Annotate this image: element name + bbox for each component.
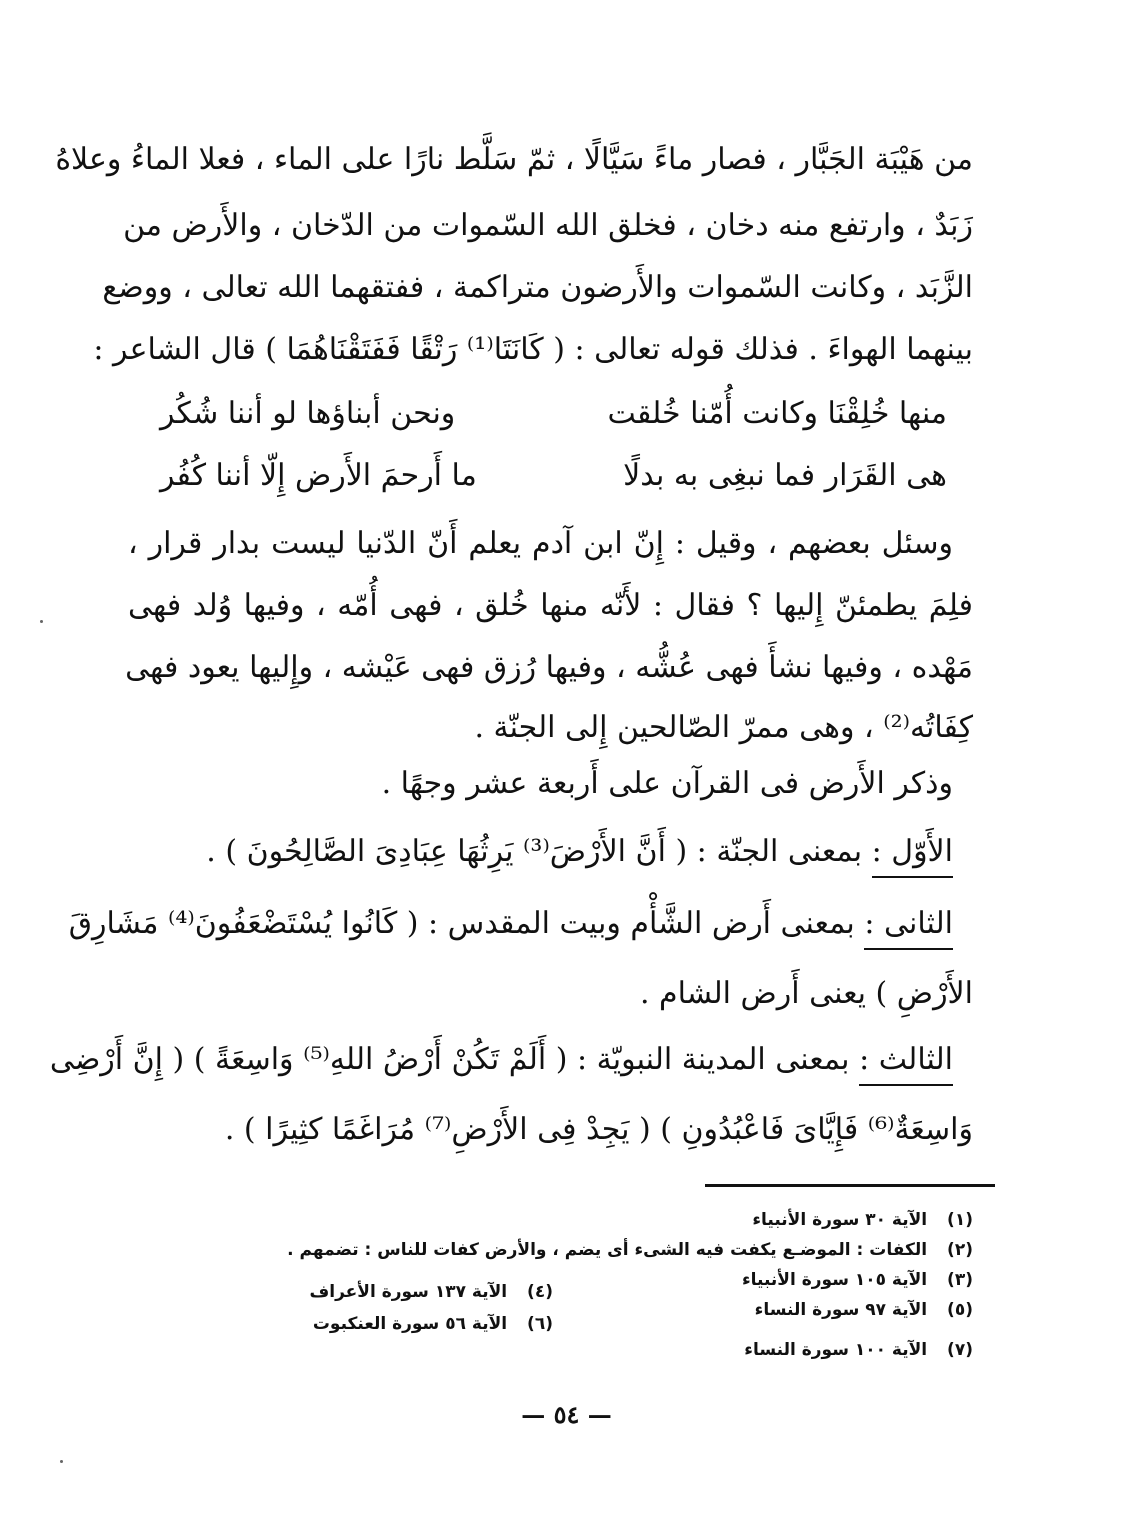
footnote-7	[744, 1338, 973, 1362]
footnote-4-text: الآية ١٣٧ سورة الأعراف	[309, 1282, 508, 1302]
body-para2-line-4: كِفَاتُه⁽²⁾ ، وهى ممرّ الصّالحين إِلى الجنّة .	[474, 710, 973, 745]
footnote-4-number: (٤)	[527, 1282, 553, 1302]
body-line-1: من هَيْبَة الجَبَّار ، فصار ماءً سَيَّالًا ، ثمّ سَلَّط نارًا على الماء ، فعلا الماءُ وعلاهُ	[55, 142, 973, 177]
footnote-5	[755, 1298, 973, 1322]
poem-verse-2-second-hemistich: ما أَرحمَ الأَرض إِلّا أننا كُفُر	[160, 458, 477, 493]
scan-speck	[60, 1460, 63, 1463]
footnote-6-number: (٦)	[527, 1314, 553, 1334]
footnote-1-text: الآية ٣٠ سورة الأنبياء	[752, 1210, 928, 1230]
page-number: — ٥٤ —	[521, 1400, 612, 1429]
second-meaning	[68, 904, 953, 950]
poem-verse-2-first-hemistich: هى القَرَار فما نبغِى به بدلًا	[623, 458, 947, 493]
second-meaning-continuation: الأَرْضِ ) يعنى أَرض الشام .	[639, 976, 973, 1011]
footnote-4	[310, 1280, 553, 1304]
body-para2-line-1: وسئل بعضهم ، وقيل : إِنّ ابن آدم يعلم أَنّ الدّنيا ليست بدار قرار ،	[128, 526, 953, 561]
footnote-1	[752, 1208, 973, 1232]
third-meaning-continuation: وَاسِعَةٌ⁽⁶⁾ فَإِيَّاىَ فَاعْبُدُونِ ) ( يَجِدْ فِى الأَرْضِ⁽⁷⁾ مُرَاغَمًا كثِيرًا ) .	[224, 1112, 973, 1147]
body-para3: وذكر الأَرض فى القرآن على أَربعة عشر وجهًا .	[381, 766, 953, 801]
first-meaning-text: بمعنى الجنّة : ( أَنَّ الأَرْضَ⁽³⁾ يَرِثُهَا عِبَادِىَ الصَّالِحُونَ ) .	[206, 834, 863, 869]
first-meaning-heading: الأَوّل :	[872, 832, 953, 878]
footnote-1-number: (١)	[947, 1210, 973, 1230]
footnote-5-number: (٥)	[947, 1300, 973, 1320]
second-meaning-text: بمعنى أَرض الشَّأْم وبيت المقدس : ( كَانُوا يُسْتَضْعَفُونَ⁽⁴⁾ مَشَارِقَ	[68, 906, 855, 941]
footnote-5-text: الآية ٩٧ سورة النساء	[754, 1300, 928, 1320]
footnote-7-number: (٧)	[947, 1340, 973, 1360]
body-line-2: زَبَدٌ ، وارتفع منه دخان ، فخلق الله السّموات من الدّخان ، والأَرض من	[123, 208, 973, 243]
footnote-3	[742, 1268, 973, 1292]
footnote-separator	[705, 1184, 995, 1187]
scan-speck	[40, 620, 43, 623]
body-line-4: بينهما الهواءَ . فذلك قوله تعالى : ( كَانَتَا⁽¹⁾ رَتْقًا فَفَتَقْنَاهُمَا ) قال الشاعر :	[93, 332, 973, 367]
third-meaning-text: بمعنى المدينة النبويّة : ( أَلَمْ تَكُنْ أَرْضُ اللهِ⁽⁵⁾ وَاسِعَةً ) ( إِنَّ أَرْضِى	[49, 1042, 850, 1077]
footnote-2-number: (٢)	[947, 1240, 973, 1260]
footnote-3-text: الآية ١٠٥ سورة الأنبياء	[741, 1270, 928, 1290]
poem-verse-1-second-hemistich: ونحن أبناؤها لو أننا شُكُر	[160, 396, 456, 431]
poem-verse-1-first-hemistich: منها خُلِقْنَا وكانت أُمّنا خُلقت	[607, 396, 947, 431]
first-meaning	[128, 832, 953, 878]
body-para2-line-3: مَهْده ، وفيها نشأَ فهى عُشُّه ، وفيها رُزق فهى عَيْشه ، وإِليها يعود فهى	[125, 650, 973, 685]
footnote-6	[313, 1312, 553, 1336]
third-meaning	[49, 1040, 953, 1086]
footnote-6-text: الآية ٥٦ سورة العنكبوت	[312, 1314, 508, 1334]
second-meaning-heading: الثانى :	[864, 904, 953, 950]
footnote-2	[287, 1238, 973, 1262]
body-para2-line-2: فلِمَ يطمئنّ إِليها ؟ فقال : لأَنّه منها خُلق ، فهى أُمّه ، وفيها وُلد فهى	[128, 588, 973, 623]
body-line-3: الزَّبَد ، وكانت السّموات والأَرضون متراكمة ، ففتقهما الله تعالى ، ووضع	[102, 270, 973, 305]
third-meaning-heading: الثالث :	[859, 1040, 953, 1086]
footnote-7-text: الآية ١٠٠ سورة النساء	[744, 1340, 928, 1360]
footnote-2-text: الكفات : الموضـع يكفت فيه الشىء أى يضم ، والأرض كفات للناس : تضمهم .	[287, 1240, 928, 1260]
footnote-3-number: (٣)	[947, 1270, 973, 1290]
